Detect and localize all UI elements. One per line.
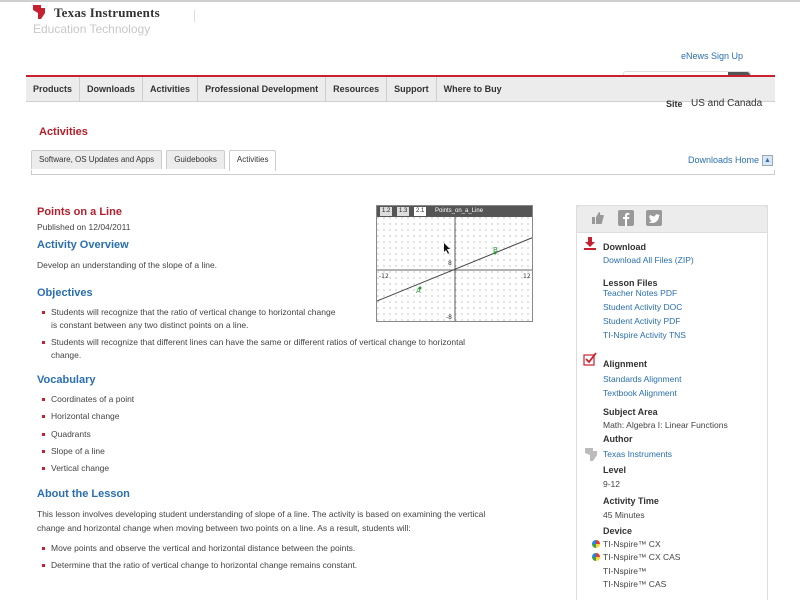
vocab-item: Quadrants (51, 429, 91, 439)
standards-alignment-link[interactable]: Standards Alignment (603, 374, 682, 384)
vocabulary-heading: Vocabulary (37, 374, 96, 386)
site-selector[interactable]: US and Canada (691, 98, 763, 109)
device-item: TI-Nspire™ CX CAS (603, 552, 681, 562)
device-heading: Device (603, 526, 633, 536)
screenshot-tab: 2.1 (416, 208, 425, 214)
tabs-panel-border (31, 170, 775, 175)
axis-label-right: 12 (523, 273, 531, 280)
nav-downloads[interactable]: Downloads (80, 77, 143, 102)
about-line: This lesson involves developing student understanding of slope of a line. The activity is based on examining the vertical (37, 509, 486, 519)
nav-activities[interactable]: Activities (143, 77, 198, 102)
objective-item (51, 306, 335, 332)
facebook-icon[interactable] (618, 210, 634, 226)
vocab-item: Vertical change (51, 463, 110, 473)
tab-guidebooks[interactable]: Guidebooks (166, 150, 225, 169)
objective-line: change. (51, 350, 82, 360)
nav-support[interactable]: Support (387, 77, 437, 102)
graph-plot (377, 217, 533, 322)
device-item: TI-Nspire™ CX (603, 539, 661, 549)
screenshot-tab: 1.3 (399, 208, 408, 214)
downloads-home-link[interactable]: Downloads Home (688, 155, 760, 165)
brand-name: Texas Instruments (54, 5, 160, 20)
page-title: Activities (39, 126, 88, 138)
activity-screenshot[interactable] (376, 205, 533, 322)
download-heading: Download (603, 242, 646, 252)
activity-title: Points on a Line (37, 206, 122, 218)
overview-heading: Activity Overview (37, 239, 129, 251)
textbook-alignment-link[interactable]: Textbook Alignment (603, 388, 677, 398)
brand-tagline: Education Technology (33, 22, 151, 36)
ti-state-icon (583, 446, 599, 462)
level-value: 9-12 (603, 479, 621, 489)
like-icon[interactable] (590, 210, 606, 226)
device-item: TI-Nspire™ (603, 566, 647, 576)
twitter-icon[interactable] (646, 210, 662, 226)
nav-resources[interactable]: Resources (326, 77, 387, 102)
ti-state-icon (32, 4, 46, 20)
axis-label-left: -12 (379, 273, 389, 280)
objectives-heading: Objectives (37, 287, 93, 299)
screenshot-title: Points_on_a_Line (435, 208, 484, 214)
point-a-label: A (416, 287, 421, 295)
student-activity-doc-link[interactable]: Student Activity DOC (603, 302, 683, 312)
up-arrow-icon[interactable]: ▲ (762, 155, 773, 166)
download-all-link[interactable]: Download All Files (ZIP) (603, 255, 694, 265)
screenshot-tab: 1.2 (382, 208, 391, 214)
axis-label-top: 8 (448, 260, 452, 267)
device-item: TI-Nspire™ CAS (603, 579, 667, 589)
objective-line: Students will recognize that different lines can have the same or different ratios of vertical change to horizontal (51, 337, 466, 347)
about-text (37, 507, 485, 535)
lesson-files-heading: Lesson Files (603, 278, 658, 288)
tns-file-link[interactable]: TI-Nspire Activity TNS (603, 330, 686, 340)
tab-software[interactable]: Software, OS Updates and Apps (31, 150, 162, 169)
nav-products[interactable]: Products (26, 77, 80, 102)
point-b-label: B (493, 246, 498, 254)
enews-signup-link[interactable]: eNews Sign Up (680, 51, 743, 61)
author-heading: Author (603, 434, 633, 444)
vocab-item: Slope of a line (51, 446, 105, 456)
checkbox-checked-icon (583, 352, 597, 366)
subject-value: Math: Algebra I: Linear Functions (603, 420, 728, 430)
axis-label-bottom: -8 (446, 314, 452, 321)
vocab-item: Coordinates of a point (51, 394, 135, 404)
about-bullet: Determine that the ratio of vertical change to horizontal change remains constant. (51, 560, 358, 570)
objective-line: is constant between any two distinct points on a line. (51, 320, 249, 330)
color-device-icon (592, 540, 600, 548)
alignment-heading: Alignment (603, 359, 647, 369)
student-activity-pdf-link[interactable]: Student Activity PDF (603, 316, 681, 326)
activity-time-heading: Activity Time (603, 496, 659, 506)
nav-where-to-buy[interactable]: Where to Buy (443, 84, 502, 94)
header-separator (194, 10, 195, 22)
about-heading: About the Lesson (37, 488, 130, 500)
download-icon (583, 236, 597, 250)
author-link[interactable]: Texas Instruments (603, 449, 672, 459)
subject-heading: Subject Area (603, 407, 658, 417)
section-tabs (31, 150, 280, 170)
about-line: change and horizontal change when moving between two points on a line. As a result, students will: (37, 523, 411, 533)
main-nav (26, 77, 775, 102)
nav-professional-development[interactable]: Professional Development (198, 77, 326, 102)
teacher-notes-link[interactable]: Teacher Notes PDF (603, 288, 678, 298)
overview-text: Develop an understanding of the slope of a line. (37, 260, 218, 270)
objective-item (51, 336, 465, 362)
color-device-icon (592, 553, 600, 561)
objective-line: Students will recognize that the ratio of vertical change to horizontal change (51, 307, 336, 317)
activity-time-value: 45 Minutes (603, 510, 645, 520)
about-bullet: Move points and observe the vertical and horizontal distance between the points. (51, 543, 356, 553)
vocab-item: Horizontal change (51, 411, 120, 421)
level-heading: Level (603, 465, 627, 475)
site-label: Site (666, 99, 683, 109)
published-date: Published on 12/04/2011 (37, 222, 131, 232)
tab-activities[interactable]: Activities (229, 150, 277, 171)
ti-logo[interactable] (30, 2, 200, 38)
